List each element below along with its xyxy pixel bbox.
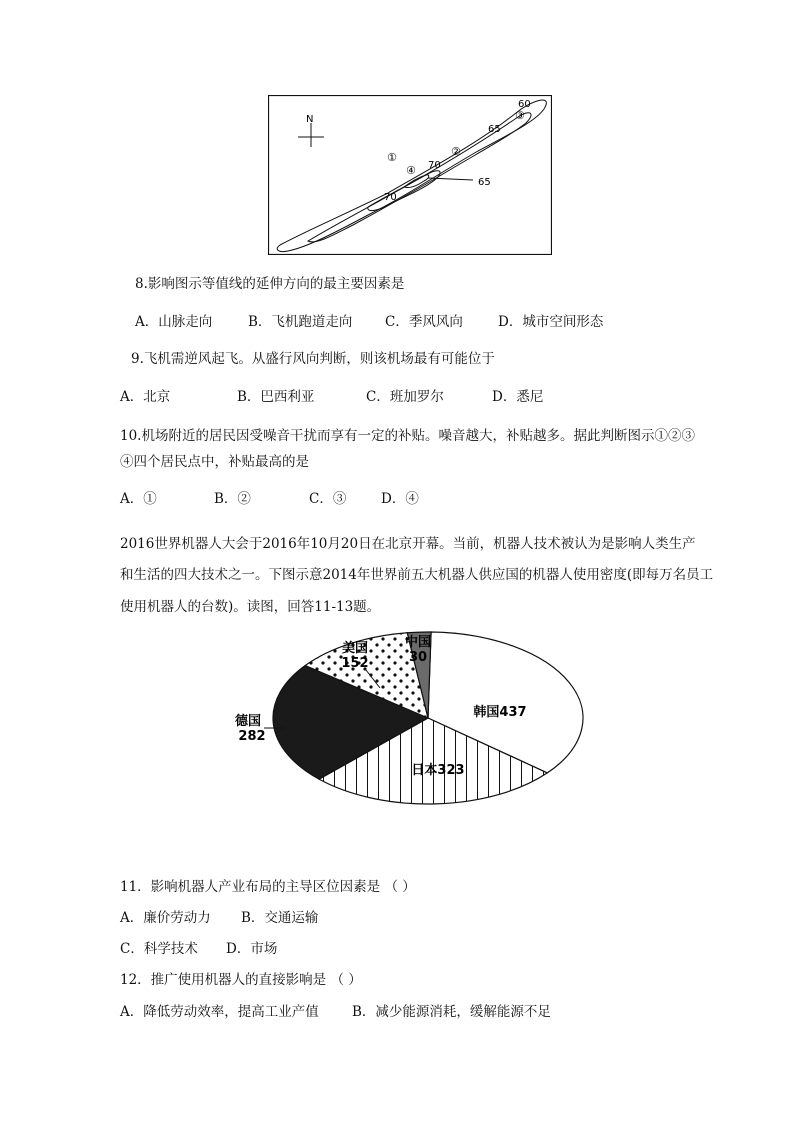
contour-label: 65	[488, 124, 501, 135]
label-usa: 美国	[341, 641, 369, 656]
label-germany-value: 282	[238, 729, 266, 744]
q10-option-c: C．③	[309, 491, 347, 507]
label-germany: 德国	[234, 714, 262, 729]
q10-option-a: A．①	[120, 491, 157, 507]
contour-map-figure	[268, 95, 552, 255]
pie-slices	[273, 632, 583, 804]
q12-option-b: B．减少能源消耗，缓解能源不足	[352, 1004, 551, 1020]
label-china-value: 30	[408, 650, 428, 665]
question-10-stem-line1: 10.机场附近的居民因受噪音干扰而享有一定的补贴。噪音越大，补贴越多。据此判断图示①②③	[120, 428, 695, 444]
label-korea: 韩国437	[473, 705, 527, 720]
q11-option-d: D．市场	[226, 941, 278, 957]
q10-option-b: B．②	[214, 491, 251, 507]
question-11-stem: 11．影响机器人产业布局的主导区位因素是 （ ）	[120, 879, 416, 895]
point-label: ②	[451, 145, 461, 158]
question-9-stem: 9.飞机需逆风起飞。从盛行风向判断，则该机场最有可能位于	[131, 351, 495, 367]
q8-option-d: D．城市空间形态	[498, 314, 604, 330]
point-label: ④	[406, 164, 416, 177]
contour-label: 70	[384, 192, 397, 203]
q9-option-d: D．悉尼	[492, 389, 544, 405]
q8-option-b: B．飞机跑道走向	[248, 314, 353, 330]
question-8-stem: 8.影响图示等值线的延伸方向的最主要因素是	[135, 276, 405, 292]
point-label: ③	[515, 109, 525, 122]
q8-option-a: A．山脉走向	[135, 314, 213, 330]
point-label: ①	[387, 151, 397, 164]
question-12-stem: 12．推广使用机器人的直接影响是 （ ）	[120, 972, 362, 988]
q9-option-a: A．北京	[120, 389, 171, 405]
label-usa-value: 152	[341, 656, 369, 671]
q11-option-c: C．科学技术	[120, 941, 198, 957]
contour-label: 60	[518, 99, 531, 110]
contour-label: 65	[478, 177, 491, 188]
passage-line3: 使用机器人的台数)。读图，回答11-13题。	[120, 599, 381, 615]
robot-density-pie-chart	[230, 630, 590, 810]
q9-option-c: C．班加罗尔	[366, 389, 444, 405]
q9-option-b: B．巴西利亚	[237, 389, 315, 405]
q8-option-c: C．季风风向	[385, 314, 463, 330]
label-japan: 日本323	[411, 763, 465, 778]
question-10-stem-line2: ④四个居民点中，补贴最高的是	[120, 454, 309, 470]
q11-option-b: B．交通运输	[241, 910, 319, 926]
passage-line2: 和生活的四大技术之一。下图示意2014年世界前五大机器人供应国的机器人使用密度(即每万名员工	[120, 567, 714, 583]
north-label: N	[306, 114, 314, 125]
q10-option-d: D．④	[381, 491, 419, 507]
contour-label: 70	[428, 160, 441, 171]
label-china: 中国	[404, 635, 432, 650]
q11-option-a: A．廉价劳动力	[120, 910, 211, 926]
passage-line1: 2016世界机器人大会于2016年10月20日在北京开幕。当前，机器人技术被认为是影响人类生产	[120, 536, 696, 552]
q12-option-a: A．降低劳动效率，提高工业产值	[120, 1004, 319, 1020]
